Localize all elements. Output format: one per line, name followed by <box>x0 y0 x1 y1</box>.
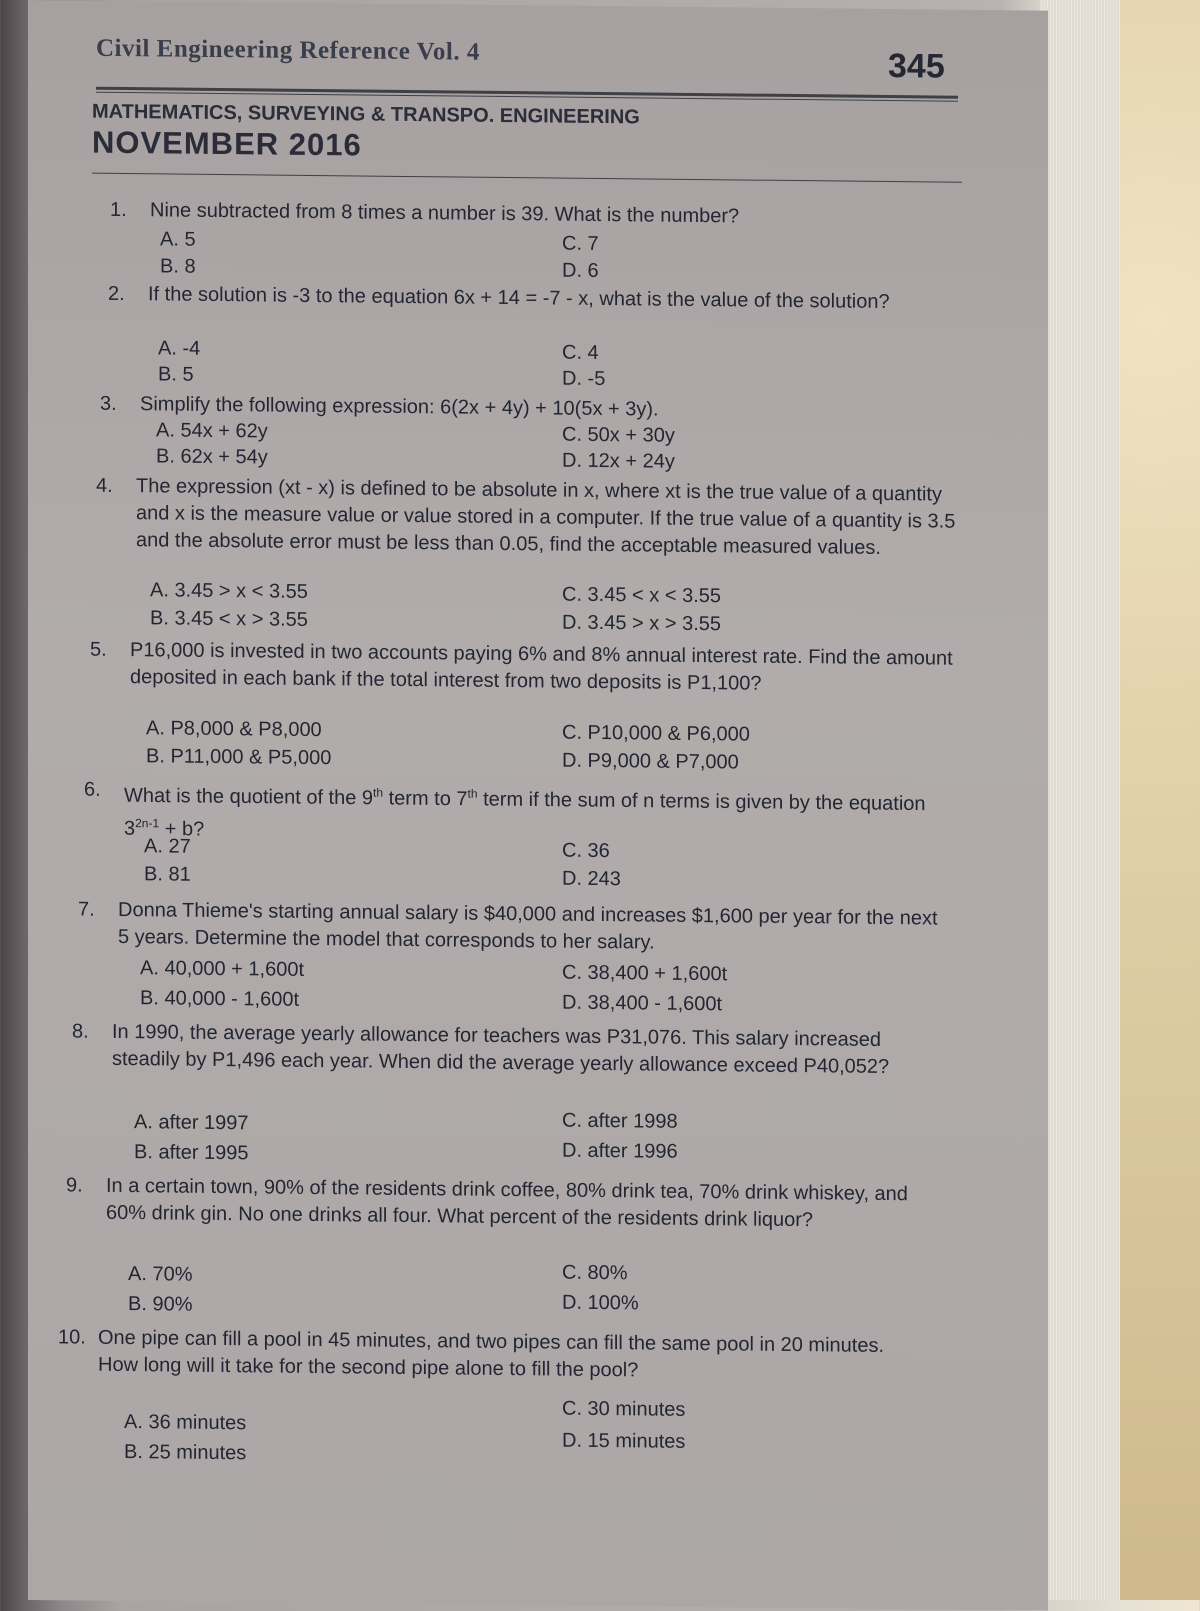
question-stem: The expression (xt - x) is defined to be absolute in x, where xt is the true value of a quantity and x is the measure value or value stored in a computer. If the true value of a quantity is 3.5 and the absolute error must be less than 0.05, find the acceptable measured values. <box>136 475 956 559</box>
option-d: D. -5 <box>562 367 606 391</box>
exam-date-title: NOVEMBER 2016 <box>92 124 362 163</box>
option-d: D. 243 <box>562 867 621 891</box>
question-stem: In a certain town, 90% of the residents drink coffee, 80% drink tea, 70% drink whiskey, and 60% drink gin. No one drinks all four. What percent of the residents drink liquor? <box>106 1174 908 1232</box>
question-number: 4. <box>96 474 113 497</box>
option-c: C. 50x + 30y <box>562 423 675 447</box>
question-stem: Donna Thieme's starting annual salary is $40,000 and increases $1,600 per year for the next 5 years. Determine the model that corresponds to her salary. <box>118 898 938 954</box>
question-stem: P16,000 is invested in two accounts paying 6% and 8% annual interest rate. Find the amount deposited in each bank if the total interest from two deposits is P1,100? <box>130 639 953 695</box>
option-d: D. 3.45 > x > 3.55 <box>562 611 721 636</box>
option-a: A. -4 <box>158 337 201 360</box>
option-c: C. 30 minutes <box>562 1397 686 1421</box>
option-a: A. 36 minutes <box>124 1411 247 1435</box>
option-b: B. 40,000 - 1,600t <box>140 987 300 1011</box>
option-a: A. 40,000 + 1,600t <box>140 957 305 981</box>
option-d: D. after 1996 <box>562 1139 678 1163</box>
option-c: C. 38,400 + 1,600t <box>562 961 728 986</box>
option-c: C. after 1998 <box>562 1109 678 1133</box>
book-title: Civil Engineering Reference Vol. 4 <box>96 34 480 66</box>
option-b: B. after 1995 <box>134 1141 249 1165</box>
section-rule <box>92 173 962 183</box>
question-stem: What is the quotient of the 9th term to 7th term if the sum of n terms is given by the equation $3^{2n-1} + b$? <box>124 784 926 841</box>
question-stem: If the solution is -3 to the equation 6x + 14 = -7 - x, what is the value of the solution? <box>148 283 890 314</box>
option-b: B. 5 <box>158 363 194 386</box>
option-b: B. 81 <box>144 863 191 886</box>
background-fabric <box>1120 0 1200 1600</box>
option-a: A. 5 <box>160 228 196 251</box>
question-stem: Simplify the following expression: 6(2x + 4y) + 10(5x + 3y). <box>140 393 659 421</box>
option-c: C. 7 <box>562 232 599 255</box>
question-number: 5. <box>90 638 107 661</box>
question-stem: In 1990, the average yearly allowance for teachers was P31,076. This salary increased steadily by P1,496 each year. When did the average yearly allowance exceed P40,052? <box>112 1020 890 1079</box>
question-stem: Nine subtracted from 8 times a number is 39. What is the number? <box>150 199 740 228</box>
question-number: 3. <box>100 392 117 415</box>
option-b: B. P11,000 & P5,000 <box>146 745 332 770</box>
section-title: MATHEMATICS, SURVEYING & TRANSPO. ENGINEERING <box>92 100 640 129</box>
option-a: A. 3.45 > x < 3.55 <box>150 579 308 603</box>
option-b: B. 25 minutes <box>124 1441 247 1465</box>
book-page-edges <box>1040 0 1120 1600</box>
question-number: 10. <box>58 1326 86 1349</box>
option-b: B. 90% <box>128 1293 193 1316</box>
option-a: A. after 1997 <box>134 1111 249 1135</box>
option-d: D. 6 <box>562 259 599 282</box>
option-c: C. 4 <box>562 341 599 364</box>
option-a: A. P8,000 & P8,000 <box>146 717 322 742</box>
question-number: 7. <box>78 898 95 921</box>
option-c: C. 80% <box>562 1261 628 1285</box>
option-d: D. 12x + 24y <box>562 449 675 473</box>
option-c: C. P10,000 & P6,000 <box>562 721 750 746</box>
question-number: 2. <box>108 282 125 306</box>
page-number: 345 <box>888 47 945 86</box>
option-c: C. 3.45 < x < 3.55 <box>562 583 721 608</box>
option-a: A. 70% <box>128 1263 193 1286</box>
option-b: B. 8 <box>160 255 196 278</box>
option-d: D. P9,000 & P7,000 <box>562 749 739 774</box>
book-page <box>28 0 1048 1611</box>
option-b: B. 62x + 54y <box>156 445 268 469</box>
question-number: 9. <box>66 1174 83 1197</box>
option-b: B. 3.45 < x > 3.55 <box>150 607 308 631</box>
option-d: D. 15 minutes <box>562 1429 686 1453</box>
question-number: 8. <box>72 1020 89 1043</box>
option-a: A. 27 <box>144 835 191 858</box>
option-d: D. 38,400 - 1,600t <box>562 991 723 1016</box>
question-number: 1. <box>110 198 127 222</box>
option-a: A. 54x + 62y <box>156 419 268 443</box>
option-d: D. 100% <box>562 1291 639 1315</box>
question-stem: One pipe can fill a pool in 45 minutes, and two pipes can fill the same pool in 20 minutes. How long will it take for the second pipe alone to fill the pool? <box>98 1326 885 1382</box>
option-c: C. 36 <box>562 839 610 863</box>
question-number: 6. <box>84 778 101 801</box>
